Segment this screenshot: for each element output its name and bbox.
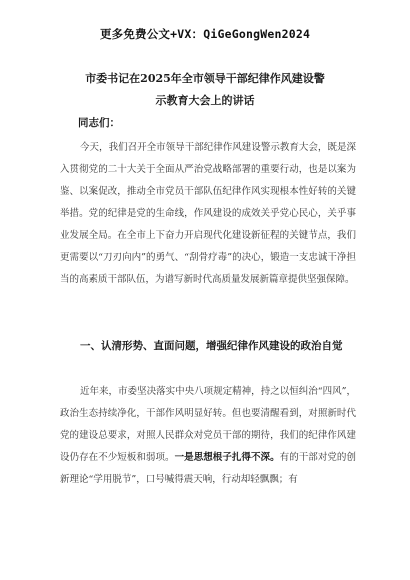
- paragraph-section-1-tail: 有的干部对党的创新理论“学用脱节”，口号喊得震天响，行动却轻飘飘；有: [60, 452, 356, 485]
- paragraph-section-1-point-1: 一是思想根子扎得不深。: [174, 452, 280, 463]
- paragraph-section-1-intro: 近年来，市委坚决落实中央八项规定精神，持之以恒纠治“四风”，政治生态持续净化，干部作风明显好转。但也要清醒看到，对照新时代党的建设总要求，对照人民群众对党员干部的期待，我们的纪律作风建设仍存在不少短板和弱项。: [60, 386, 356, 463]
- watermark-text: 更多免费公文+VX：QiGeGongWen2024: [99, 27, 311, 41]
- salutation: 同志们：: [78, 117, 120, 129]
- paragraph-section-1: [60, 381, 356, 571]
- paragraph-intro-text: 今天，我们召开全市领导干部纪律作风建设警示教育大会，既是深入贯彻党的二十大关于全面从严治党战略部署的重要行动，也是以案为鉴、以案促改，推动全市党员干部队伍纪律作风实现根本性好转的关键举措。党的纪律是党的生命线，作风建设的成效关乎党心民心，关乎事业发展全局。在全市上下奋力开启现代化建设新征程的关键节点，我们更需要以“刀刃向内”的勇气、“刮骨疗毒”的决心，锻造一支忠诚干净担当的高素质干部队伍，为谱写新时代高质量发展新篇章提供坚强保障。: [60, 142, 356, 285]
- paragraph-intro: [60, 137, 356, 337]
- document-title: 市委书记在2025年全市领导干部纪律作风建设警示教育大会上的讲话: [85, 72, 325, 107]
- section-heading-1-text: 一、认清形势、直面问题，增强纪律作风建设的政治自觉: [80, 340, 343, 352]
- section-heading-1: [60, 335, 356, 357]
